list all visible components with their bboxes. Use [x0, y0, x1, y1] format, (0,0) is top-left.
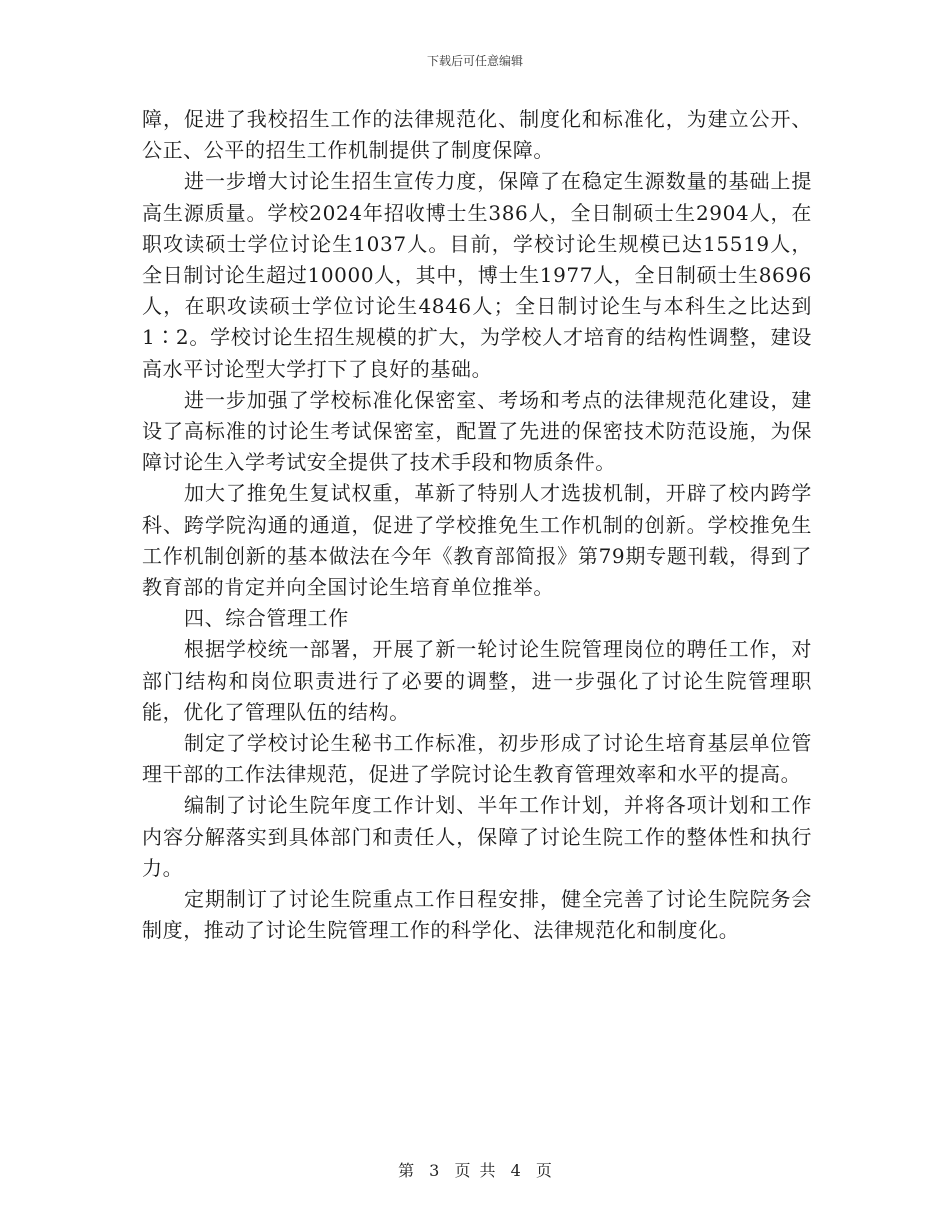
footer-suffix: 页: [535, 1161, 552, 1180]
footer-prefix: 第: [398, 1161, 415, 1180]
current-page-number: 3: [429, 1161, 440, 1180]
document-body: [142, 104, 812, 946]
paragraph-work-plans: 编制了讨论生院年度工作计划、半年工作计划，并将各项计划和工作内容分解落实到具体部门和责任人，保障了讨论生院工作的整体性和执行力。: [142, 793, 812, 880]
paragraph-admissions-promotion: 进一步增大讨论生招生宣传力度，保障了在稳定生源数量的基础上提高生源质量。学校2024年招收博士生386人，全日制硕士生2904人，在职攻读硕士学位讨论生1037人。目前，学校讨论生规模已达15519人，全日制讨论生超过10000人，其中，博士生1977人，全日制硕士生8696人，在职攻读硕士学位讨论生4846人；全日制讨论生与本科生之比达到1∶2。学校讨论生招生规模的扩大，为学校人才培育的结构性调整，建设高水平讨论型大学打下了良好的基础。: [142, 169, 812, 381]
paragraph-recommended-students: 加大了推免生复试权重，革新了特别人才选拔机制，开辟了校内跨学科、跨学院沟通的通道，促进了学校推免生工作机制的创新。学校推免生工作机制创新的基本做法在今年《教育部简报》第79期专题刊载，得到了教育部的肯定并向全国讨论生培育单位推举。: [142, 481, 812, 600]
section-heading: 四、综合管理工作: [184, 606, 349, 631]
total-page-count: 4: [510, 1161, 521, 1180]
paragraph-continuation: 障，促进了我校招生工作的法律规范化、制度化和标准化，为建立公开、公正、公平的招生工作机制提供了制度保障。: [142, 107, 812, 163]
paragraph-exam-security: 进一步加强了学校标准化保密室、考场和考点的法律规范化建设，建设了高标准的讨论生考试保密室，配置了先进的保密技术防范设施，为保障讨论生入学考试安全提供了技术手段和物质条件。: [142, 387, 812, 475]
paragraph-schedule: 定期制订了讨论生院重点工作日程安排，健全完善了讨论生院院务会制度，推动了讨论生院管理工作的科学化、法律规范化和制度化。: [142, 887, 812, 943]
page-header-note: 下载后可任意编辑: [426, 54, 523, 68]
paragraph-staff-appointment: 根据学校统一部署，开展了新一轮讨论生院管理岗位的聘任工作，对部门结构和岗位职责进行了必要的调整，进一步强化了讨论生院管理职能，优化了管理队伍的结构。: [142, 637, 812, 724]
footer-middle: 页 共: [454, 1161, 496, 1180]
page-footer: [0, 1158, 950, 1181]
paragraph-secretary-standards: 制定了学校讨论生秘书工作标准，初步形成了讨论生培育基层单位管理干部的工作法律规范，促进了学院讨论生教育管理效率和水平的提高。: [142, 731, 812, 787]
